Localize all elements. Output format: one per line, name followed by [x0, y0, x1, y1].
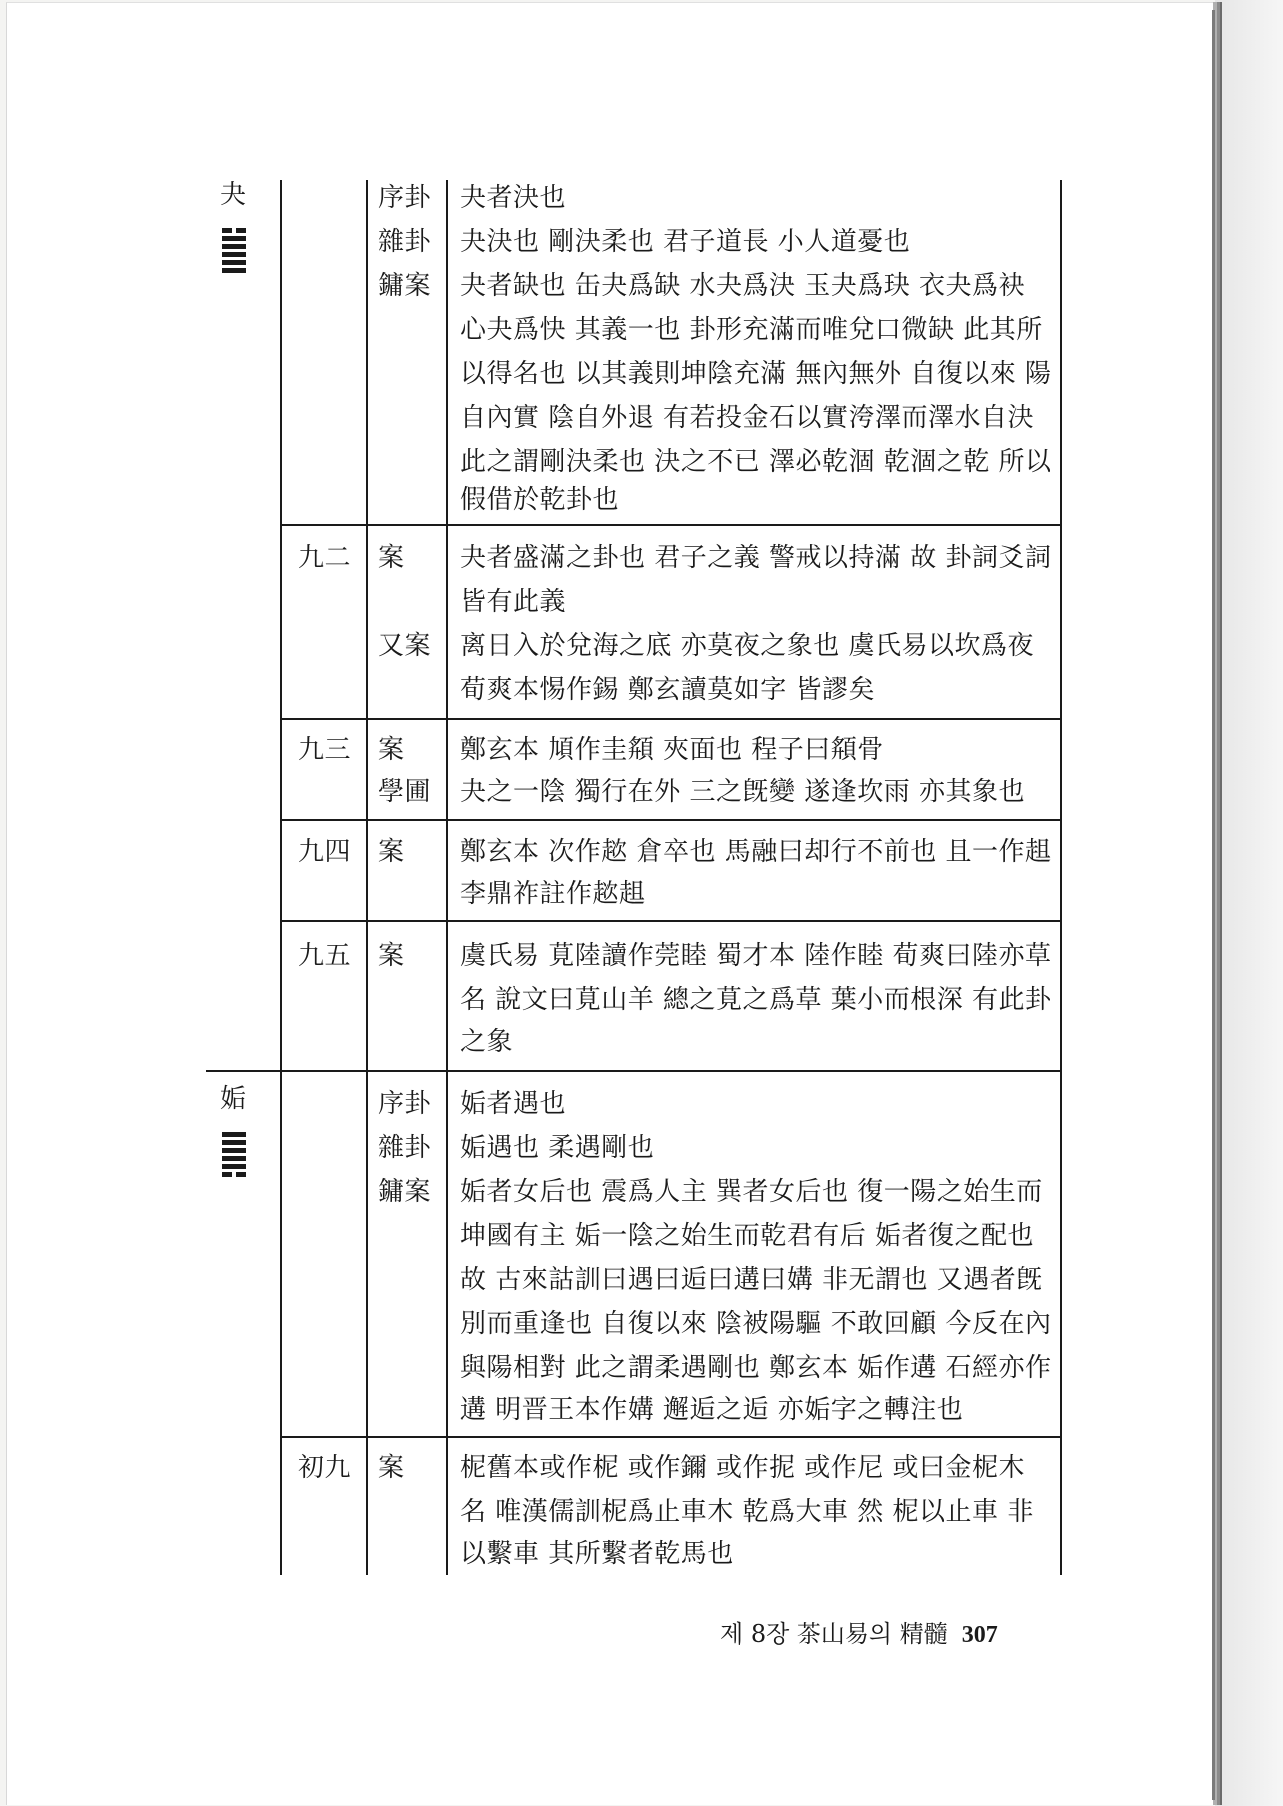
commentary-line: 以得名也 以其義則坤陰充滿 無內無外 自復以來 陽 — [460, 359, 1052, 389]
commentary-line: 假借於乾卦也 — [460, 485, 620, 515]
commentary-label: 雜卦 — [378, 227, 432, 257]
table-row-line — [280, 718, 1062, 720]
commentary-line: 鄭玄本 頄作圭頯 夾面也 程子曰頯骨 — [460, 735, 884, 765]
commentary-line: 离日入於兌海之底 亦莫夜之象也 虞氏易以坎爲夜 — [460, 631, 1035, 661]
hexagram-name: 夬 — [220, 180, 247, 210]
commentary-label: 鏞案 — [378, 271, 432, 301]
page-footer — [720, 1614, 998, 1655]
commentary-label: 序卦 — [378, 1089, 432, 1119]
commentary-line: 李鼎祚註作趑趄 — [460, 879, 646, 909]
commentary-label: 又案 — [378, 631, 432, 661]
commentary-line: 別而重逢也 自復以來 陰被陽驅 不敢回顧 今反在內 — [460, 1309, 1052, 1339]
table-row-line — [280, 1436, 1062, 1438]
commentary-line: 自內實 陰自外退 有若投金石以實洿澤而澤水自決 — [460, 403, 1035, 433]
hexagram-name: 姤 — [220, 1084, 247, 1114]
table-col-line-1 — [280, 180, 282, 1575]
commentary-line: 夬者缺也 缶夬爲缺 水夬爲決 玉夬爲玦 衣夬爲袂 — [460, 271, 1026, 301]
table-section-line — [206, 1070, 1062, 1072]
commentary-line: 夬者盛滿之卦也 君子之義 警戒以持滿 故 卦詞爻詞 — [460, 543, 1052, 573]
commentary-label: 鏞案 — [378, 1177, 432, 1207]
chapter-title: 제 8장 茶山易의 精髓 — [720, 1620, 948, 1648]
commentary-line: 夬之一陰 獨行在外 三之旣變 遂逢坎雨 亦其象也 — [460, 777, 1026, 807]
page-number: 307 — [961, 1622, 998, 1648]
table-row-line — [280, 819, 1062, 821]
commentary-line: 以繫車 其所繫者乾馬也 — [460, 1539, 734, 1569]
line-position: 九五 — [298, 941, 352, 971]
hexagram-symbol-guai — [222, 228, 246, 276]
line-position: 初九 — [298, 1453, 352, 1483]
commentary-line: 姤者遇也 — [460, 1089, 567, 1119]
hexagram-symbol-gou — [222, 1132, 246, 1180]
commentary-label: 雜卦 — [378, 1133, 432, 1163]
page-edge — [1212, 10, 1215, 1800]
commentary-label: 序卦 — [378, 183, 432, 213]
table-row-line — [280, 524, 1062, 526]
commentary-line: 之象 — [460, 1027, 514, 1057]
commentary-line: 心夬爲快 其義一也 卦形充滿而唯兌口微缺 此其所 — [460, 315, 1043, 345]
line-position: 九二 — [298, 543, 352, 573]
commentary-line: 故 古來詁訓曰遇曰逅曰遘曰媾 非无謂也 又遇者旣 — [460, 1265, 1043, 1295]
table-row-line — [280, 920, 1062, 922]
commentary-line: 夬者決也 — [460, 183, 567, 213]
line-position: 九三 — [298, 735, 352, 765]
table-col-line-2 — [366, 180, 368, 1575]
commentary-line: 名 說文曰莧山羊 總之莧之爲草 葉小而根深 有此卦 — [460, 985, 1052, 1015]
commentary-label: 案 — [378, 1453, 405, 1483]
commentary-line: 坤國有主 姤一陰之始生而乾君有后 姤者復之配也 — [460, 1221, 1035, 1251]
commentary-line: 與陽相對 此之謂柔遇剛也 鄭玄本 姤作遘 石經亦作 — [460, 1353, 1052, 1383]
commentary-line: 姤者女后也 震爲人主 巽者女后也 復一陽之始生而 — [460, 1177, 1043, 1207]
commentary-label: 案 — [378, 837, 405, 867]
commentary-line: 夬決也 剛決柔也 君子道長 小人道憂也 — [460, 227, 911, 257]
commentary-line: 姤遇也 柔遇剛也 — [460, 1133, 655, 1163]
page-background — [1215, 0, 1283, 1806]
commentary-label: 學圃 — [378, 777, 432, 807]
commentary-label: 案 — [378, 941, 405, 971]
commentary-line: 名 唯漢儒訓柅爲止車木 乾爲大車 然 柅以止車 非 — [460, 1497, 1034, 1527]
table-col-line-3 — [446, 180, 448, 1575]
commentary-line: 此之謂剛決柔也 決之不已 澤必乾涸 乾涸之乾 所以 — [460, 447, 1052, 477]
commentary-label: 案 — [378, 543, 405, 573]
commentary-label: 案 — [378, 735, 405, 765]
commentary-line: 虞氏易 莧陸讀作莞睦 蜀才本 陸作睦 荀爽曰陸亦草 — [460, 941, 1052, 971]
table-col-line-4 — [1060, 180, 1062, 1575]
commentary-line: 柅舊本或作柅 或作鑈 或作抳 或作尼 或曰金柅木 — [460, 1453, 1026, 1483]
commentary-line: 荀爽本惕作錫 鄭玄讀莫如字 皆謬矣 — [460, 675, 876, 705]
commentary-line: 遘 明晋王本作媾 邂逅之逅 亦姤字之轉注也 — [460, 1395, 964, 1425]
commentary-line: 皆有此義 — [460, 587, 567, 617]
commentary-line: 鄭玄本 次作趑 倉卒也 馬融曰却行不前也 且一作趄 — [460, 837, 1052, 867]
line-position: 九四 — [298, 837, 352, 867]
